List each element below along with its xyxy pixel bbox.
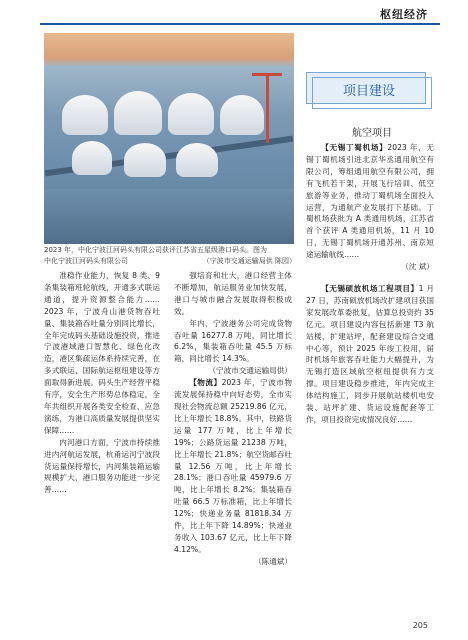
photo-tank — [176, 143, 218, 177]
logistics-tag: 【物流】 — [189, 378, 222, 388]
section-header: 枢纽经济 — [380, 8, 428, 21]
photo-water — [44, 189, 294, 244]
photo-crane — [252, 73, 282, 76]
signature: （宁波市交通运输局供） — [208, 366, 292, 376]
column-1 — [44, 270, 160, 496]
photo-tank — [72, 141, 112, 175]
paragraph-logistics — [174, 377, 292, 556]
port-photo — [44, 33, 294, 244]
photo-tank — [220, 95, 264, 135]
logistics-text: 2023 年，宁波市物流发展保持稳中向好态势，全市实现社会物流总额 25219.86 亿元，比上年增长 18.8%。其中，铁路货运量 177 万吨，比上年增长 19%；公路货运量 21238 万吨，比上年增长 21.8%；航空货邮吞吐量 12.56 万吨，比上年增长 28.1%；港口吞吐量 45979.6 万吨，比上年增长 8.2%；集装箱吞吐量 66.5 万标准箱，比上年增长 12%；快递业务量 81818.34 万件，比上年下降 14.89%；快递业务收入 103.67 亿元，比上年下降 4.12%。 — [174, 378, 293, 554]
page-number: 205 — [412, 621, 428, 630]
photo-tank — [124, 143, 166, 177]
signature: （陈通斌） — [254, 556, 292, 566]
photo-crane — [266, 73, 269, 143]
dingshu-tag: 【无锡丁蜀机场】 — [321, 143, 388, 152]
dingshu-text: 2023 年，无锡丁蜀机场引进北京华丞通用航空有限公司，筹组通用航空有限公司，拥有飞机若干架，开展飞行培训、低空旅游等业务，推动丁蜀机场全面投入运营，为通航产业发展打下基础。丁蜀机场获批为 A 类通用机场，江苏省首个获评 A 类通用机场，11 月 10 日，无锡丁蜀机场开通苏州、南京短途运输航线…… — [306, 143, 434, 260]
shuofang-text: 1 月 27 日，苏南硕放机场改扩建项目获国家发展改革委批复，估算总投资约 35 亿元。项目建设内容包括新建 T3 航站楼，扩建站坪，配套建设综合交通中心等，预计 2025 年竣工投用，届时机场年旅客吞吐能力大幅提升，为无锡打造区域航空枢纽提供有力支撑。项目建设稳步推进，年内完成主体结构施工，同步开展航站楼机电安装、站坪扩建、货运设施配套等工作，项目投资完成情况良好…… — [306, 283, 435, 424]
photo-tank — [114, 91, 162, 135]
caption-line1: 2023 年，中化宁波江河码头有限公司获评江苏省五星级港口码头。图为 — [44, 246, 268, 254]
section-title: 项目建设 — [342, 84, 395, 99]
caption-line2-left: 中化宁波江河码头有限公司 — [44, 257, 128, 265]
photo-tank — [62, 95, 108, 135]
page-header — [0, 0, 468, 26]
subsection-title: 航空项目 — [352, 128, 392, 139]
shuofang-tag: 【无锡硕放机场工程项目】 — [321, 283, 419, 293]
paragraph-dingshu — [306, 142, 434, 261]
caption-credit: （宁波市交通运输局供 陈园） — [202, 257, 296, 265]
paragraph: 强培育和壮大，港口经营主体不断增加，航运服务业加快发展，港口与城市融合发展取得积极成效。 — [174, 271, 292, 316]
header-rule — [40, 23, 440, 25]
paragraph: 准稳作业能力，恢复 8 类、9 条集装箱班轮航线，开通多式联运通道，提升资源整合能力……2023 年，宁波舟山港货物吞吐量、集装箱吞吐量分别同比增长，全年完成码头基础设施投资，推进宁波港域港口智慧化、绿色化改造，港区集疏运体系持续完善，在多式联运、国际航运枢纽建设等方面取得新进展。码头生产经营平稳有序，安全生产形势总体稳定，全年共组织开展各类安全检查、应急演练，为港口高质量发展提供坚实保障…… — [44, 271, 160, 435]
column-2 — [174, 270, 292, 568]
paragraph: 内河港口方面，宁波市持续推进内河航运发展，杭甬运河宁波段货运量保持增长，内河集装箱运输规模扩大，港口服务功能进一步完善…… — [44, 437, 160, 495]
paragraph: 年内，宁波港务公司完成货物吞吐量 16277.8 万吨，同比增长 6.2%，集装箱吞吐量 45.5 万标箱，同比增长 14.3%。 — [174, 318, 292, 364]
column-3 — [306, 142, 434, 426]
photo-tank — [168, 93, 214, 135]
caption-line2 — [44, 256, 296, 267]
signature: （沈 斌） — [401, 262, 434, 272]
paragraph-shuofang — [306, 283, 434, 426]
photo-caption — [44, 245, 296, 267]
